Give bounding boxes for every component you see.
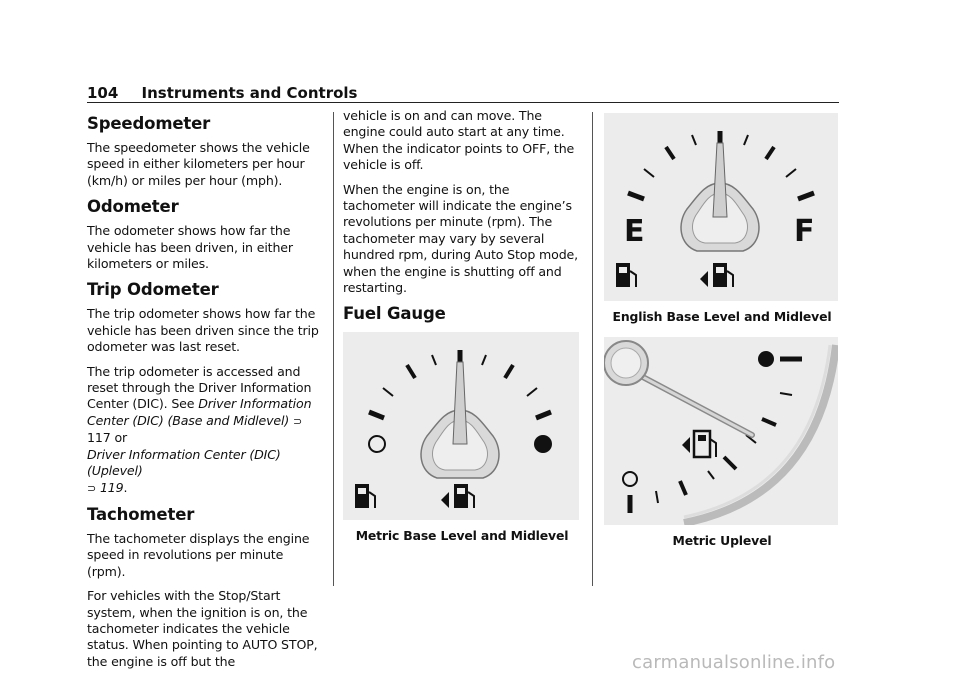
dic-uplevel-page-ref[interactable]: 119 [99,479,124,495]
full-circle-icon [758,351,774,367]
column-3 [604,113,840,550]
empty-circle-icon [623,472,637,486]
trip-odometer-text-1: The trip odometer shows how far the vehicle has been driven since the trip odometer was last reset. [87,306,319,355]
fuel-gauge-english-illustration [604,113,838,301]
fuel-gauge-figure-english-base [604,113,838,301]
full-circle-icon [534,435,552,453]
odometer-text: The odometer shows how far the vehicle has been driven, in either kilometers or miles. [87,223,293,272]
figure-caption-english-base: English Base Level and Midlevel [612,309,832,324]
fuel-door-side-icon [700,263,733,287]
column-divider-1 [333,112,334,586]
fuel-gauge-illustration [343,332,579,520]
arrow-right-circle-icon: ⊃ [292,414,303,428]
section-title: Instruments and Controls [141,84,358,102]
empty-circle-icon [369,436,385,452]
trip-odometer-heading: Trip Odometer [87,280,219,300]
tachometer-text-3: vehicle is on and can move. The engine could auto start at any time. When the indicator points to OFF, the vehicle is off. [343,108,575,173]
fuel-pump-icon [355,484,375,508]
page-number: 104 [87,84,119,102]
fuel-pump-icon [616,263,636,287]
fuel-gauge-uplevel-illustration [604,337,838,525]
page-header [87,84,839,102]
fuel-door-side-icon [682,431,716,457]
speedometer-text: The speedometer shows the vehicle speed in either kilometers per hour (km/h) or miles per hour (mph). [87,140,310,188]
odometer-heading: Odometer [87,197,179,217]
figure-caption-metric-uplevel: Metric Uplevel [672,533,772,549]
column-2 [343,108,581,545]
header-rule [87,102,839,103]
full-letter: F [794,214,815,249]
tachometer-text-1: The tachometer displays the engine speed in revolutions per minute (rpm). [87,530,310,579]
arrow-right-circle-icon: ⊃ [87,481,97,495]
watermark: carmanualsonline.info [632,652,836,673]
dic-base-page-ref[interactable]: 117 [87,430,111,446]
fuel-gauge-figure-metric-uplevel [604,337,838,525]
fuel-gauge-heading: Fuel Gauge [343,304,446,324]
dic-uplevel-link[interactable]: Driver Information Center (DIC) (Uplevel) [87,446,281,479]
column-1 [87,108,322,678]
dic-base-link[interactable]: Driver Information Center (DIC) (Base and Midlevel) [87,396,312,428]
fuel-gauge-figure-metric-base [343,332,579,520]
speedometer-heading: Speedometer [87,114,211,133]
tachometer-heading: Tachometer [87,504,195,524]
figure-caption-metric-base: Metric Base Level and Midlevel [355,528,569,544]
empty-letter: E [624,214,645,249]
fuel-door-side-icon [441,484,474,508]
trip-odometer-text-2: The trip odometer is accessed and reset through the Driver Information Center (DIC). See Driver Information Center (DIC) (Base and Midlevel) ⊃ 117 or Driver Information Center (DIC) (Uplevel) ⊃ 119. [87,363,312,495]
column-divider-2 [592,112,593,586]
tachometer-text-4: When the engine is on, the tachometer will indicate the engine’s revolutions per minute (rpm). The tachometer may vary by several hundred rpm, during Auto Stop mode, when the engine is shutting off and restarting. [343,181,579,296]
tachometer-text-2: For vehicles with the Stop/Start system, when the ignition is on, the tachometer indicates the vehicle status. When pointing to AUTO STOP, the engine is off but the [87,588,318,669]
